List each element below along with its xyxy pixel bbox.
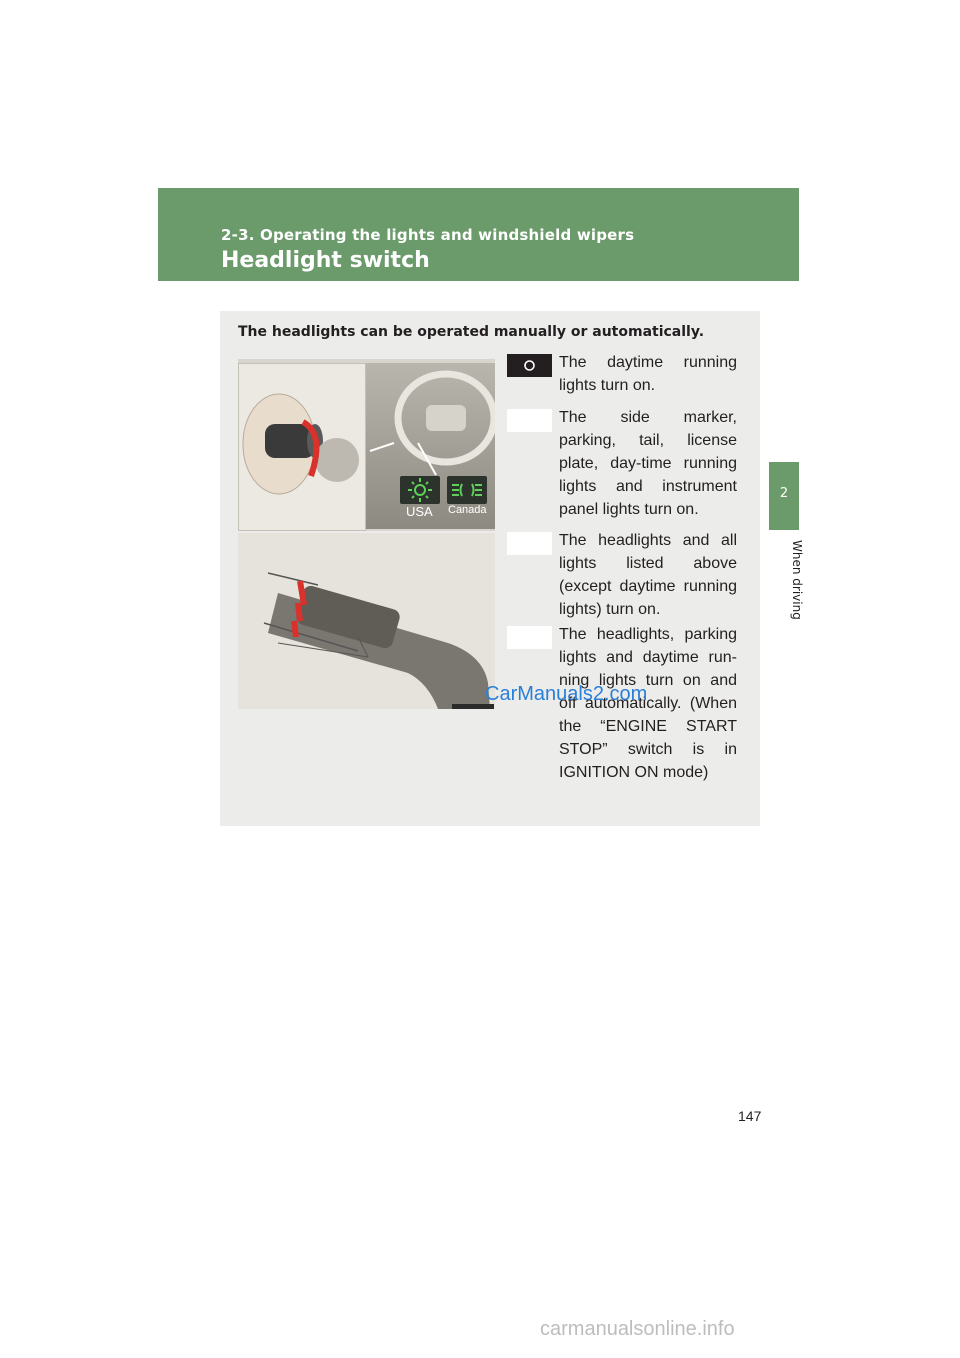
headlight-lever-icon bbox=[238, 533, 495, 709]
headlight-position-badge bbox=[507, 532, 552, 555]
chapter-number: 2 bbox=[779, 486, 789, 501]
hand-turning-knob-icon bbox=[239, 364, 365, 530]
intro-text: The headlights can be operated manually or automatically. bbox=[238, 324, 705, 340]
section-label: 2-3. Operating the lights and windshield wipers bbox=[221, 226, 635, 244]
item-text: The headlights and all lights listed above (except daytime running lights) turn on. bbox=[559, 532, 737, 618]
daytime-position-badge bbox=[507, 354, 552, 377]
headlight-switch-figure bbox=[238, 359, 495, 709]
marker-position-badge bbox=[507, 409, 552, 432]
hand-illustration bbox=[238, 363, 366, 531]
item-text: The side marker, parking, tail, license plate, day-time running lights and instrument panel lights turn on. bbox=[559, 409, 737, 518]
watermark: CarManuals2.com bbox=[485, 683, 648, 705]
item-text: The headlights, parking lights and daytime run-ning lights turn on and off automatically. (When the “ENGINE START STOP” switch is in IGNITION ON mode) bbox=[559, 626, 737, 781]
lever-illustration bbox=[238, 533, 495, 709]
usa-label: USA bbox=[406, 504, 433, 519]
page-number: 147 bbox=[738, 1108, 762, 1124]
header-band bbox=[158, 188, 799, 281]
page-title: Headlight switch bbox=[221, 248, 430, 273]
item-text: The daytime running lights turn on. bbox=[559, 354, 737, 394]
canada-label: Canada bbox=[448, 504, 487, 516]
footer-watermark: carmanualsonline.info bbox=[540, 1318, 735, 1340]
usa-indicator-icon bbox=[400, 476, 440, 504]
chapter-tab[interactable] bbox=[769, 462, 799, 530]
chapter-label: When driving bbox=[790, 540, 804, 620]
auto-position-badge bbox=[507, 626, 552, 649]
content-box bbox=[220, 311, 760, 826]
circle-position-icon bbox=[507, 354, 552, 377]
canada-indicator-icon bbox=[447, 476, 487, 504]
figure-top bbox=[238, 359, 495, 531]
